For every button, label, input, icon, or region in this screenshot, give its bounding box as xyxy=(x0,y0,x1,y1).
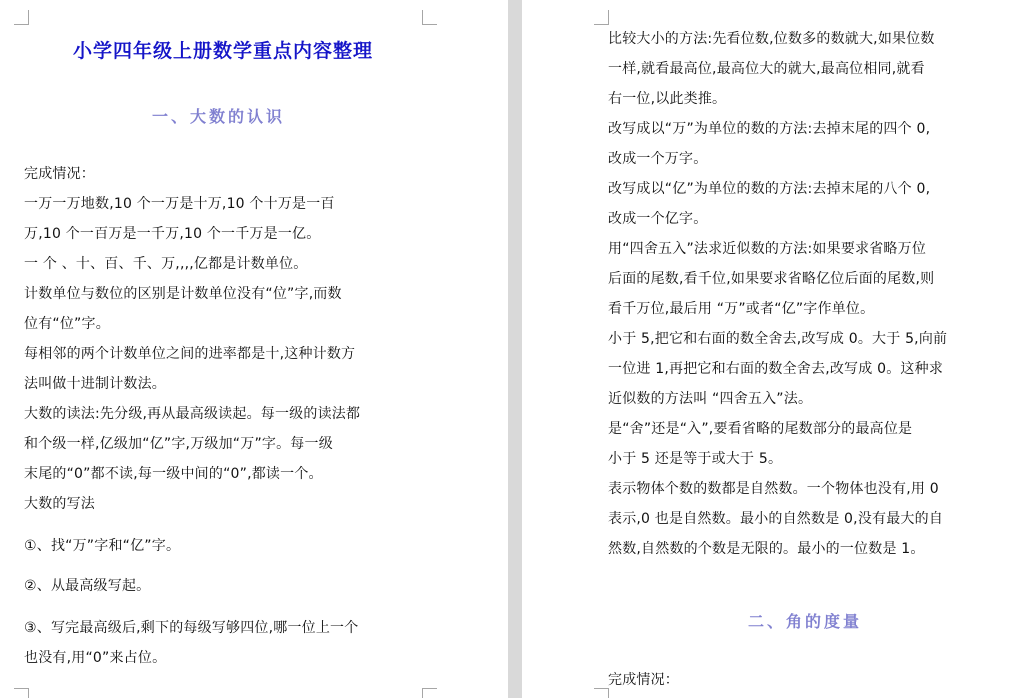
text-line: 位有“位”字。 xyxy=(24,316,110,332)
page-corner-mark xyxy=(14,688,29,698)
text-line: 近似数的方法叫 “四舍五入”法。 xyxy=(608,391,813,407)
text-line: 一万一万地数,10 个一万是十万,10 个十万是一百 xyxy=(24,196,335,212)
text-line: 每相邻的两个计数单位之间的进率都是十,这种计数方 xyxy=(24,346,356,362)
text-line: 一 个 、十、百、千、万,,,,亿都是计数单位。 xyxy=(24,256,308,272)
page-corner-mark xyxy=(14,10,29,25)
text-line: 和个级一样,亿级加“亿”字,万级加“万”字。每一级 xyxy=(24,436,333,452)
text-line: 后面的尾数,看千位,如果要求省略亿位后面的尾数,则 xyxy=(608,271,935,287)
text-line: 表示物体个数的数都是自然数。一个物体也没有,用 0 xyxy=(608,481,939,497)
document-page-right xyxy=(522,0,1032,698)
text-line: 表示,0 也是自然数。最小的自然数是 0,没有最大的自 xyxy=(608,511,944,527)
section-heading: 一、大数的认识 xyxy=(152,107,286,126)
text-line: 法叫做十进制计数法。 xyxy=(24,376,166,392)
text-line: 万,10 个一百万是一千万,10 个一千万是一亿。 xyxy=(24,226,321,242)
text-line: 也没有,用“0”来占位。 xyxy=(24,650,167,666)
text-line: 小于 5,把它和右面的数全舍去,改写成 0。大于 5,向前 xyxy=(608,331,948,347)
page-separator xyxy=(508,0,522,698)
text-line: 改写成以“亿”为单位的数的方法:去掉末尾的八个 0, xyxy=(608,181,931,197)
text-line: 然数,自然数的个数是无限的。最小的一位数是 1。 xyxy=(608,541,925,557)
page-corner-mark xyxy=(594,10,609,25)
text-line: 改写成以“万”为单位的数的方法:去掉末尾的四个 0, xyxy=(608,121,931,137)
list-item: ③、写完最高级后,剩下的每级写够四位,哪一位上一个 xyxy=(24,620,359,636)
text-line: 一位进 1,再把它和右面的数全舍去,改写成 0。这种求 xyxy=(608,361,944,377)
text-line: 一样,就看最高位,最高位大的就大,最高位相同,就看 xyxy=(608,61,925,77)
text-line: 小于 5 还是等于或大于 5。 xyxy=(608,451,783,467)
text-line: 看千万位,最后用 “万”或者“亿”字作单位。 xyxy=(608,301,875,317)
page-corner-mark xyxy=(422,688,437,698)
text-line: 完成情况： xyxy=(24,166,95,182)
document-title: 小学四年级上册数学重点内容整理 xyxy=(72,40,373,62)
text-line: 计数单位与数位的区别是计数单位没有“位”字,而数 xyxy=(24,286,342,302)
text-line: 改成一个亿字。 xyxy=(608,211,708,227)
text-line: 末尾的“0”都不读,每一级中间的“0”,都读一个。 xyxy=(24,466,323,482)
text-line: 完成情况： xyxy=(608,672,679,688)
document-page-left xyxy=(0,0,508,698)
text-line: 用“四舍五入”法求近似数的方法:如果要求省略万位 xyxy=(608,241,927,257)
text-line: 大数的写法 xyxy=(24,496,95,512)
text-line: 是“舍”还是“入”,要看省略的尾数部分的最高位是 xyxy=(608,421,913,437)
text-line: 改成一个万字。 xyxy=(608,151,708,167)
text-line: 比较大小的方法:先看位数,位数多的数就大,如果位数 xyxy=(608,31,935,47)
text-line: 大数的读法:先分级,再从最高级读起。每一级的读法都 xyxy=(24,406,361,422)
list-item: ②、从最高级写起。 xyxy=(24,578,151,594)
section-heading: 二、角的度量 xyxy=(748,612,863,631)
page-corner-mark xyxy=(594,688,609,698)
text-line: 右一位,以此类推。 xyxy=(608,91,727,107)
list-item: ①、找“万”字和“亿”字。 xyxy=(24,538,181,554)
page-corner-mark xyxy=(422,10,437,25)
